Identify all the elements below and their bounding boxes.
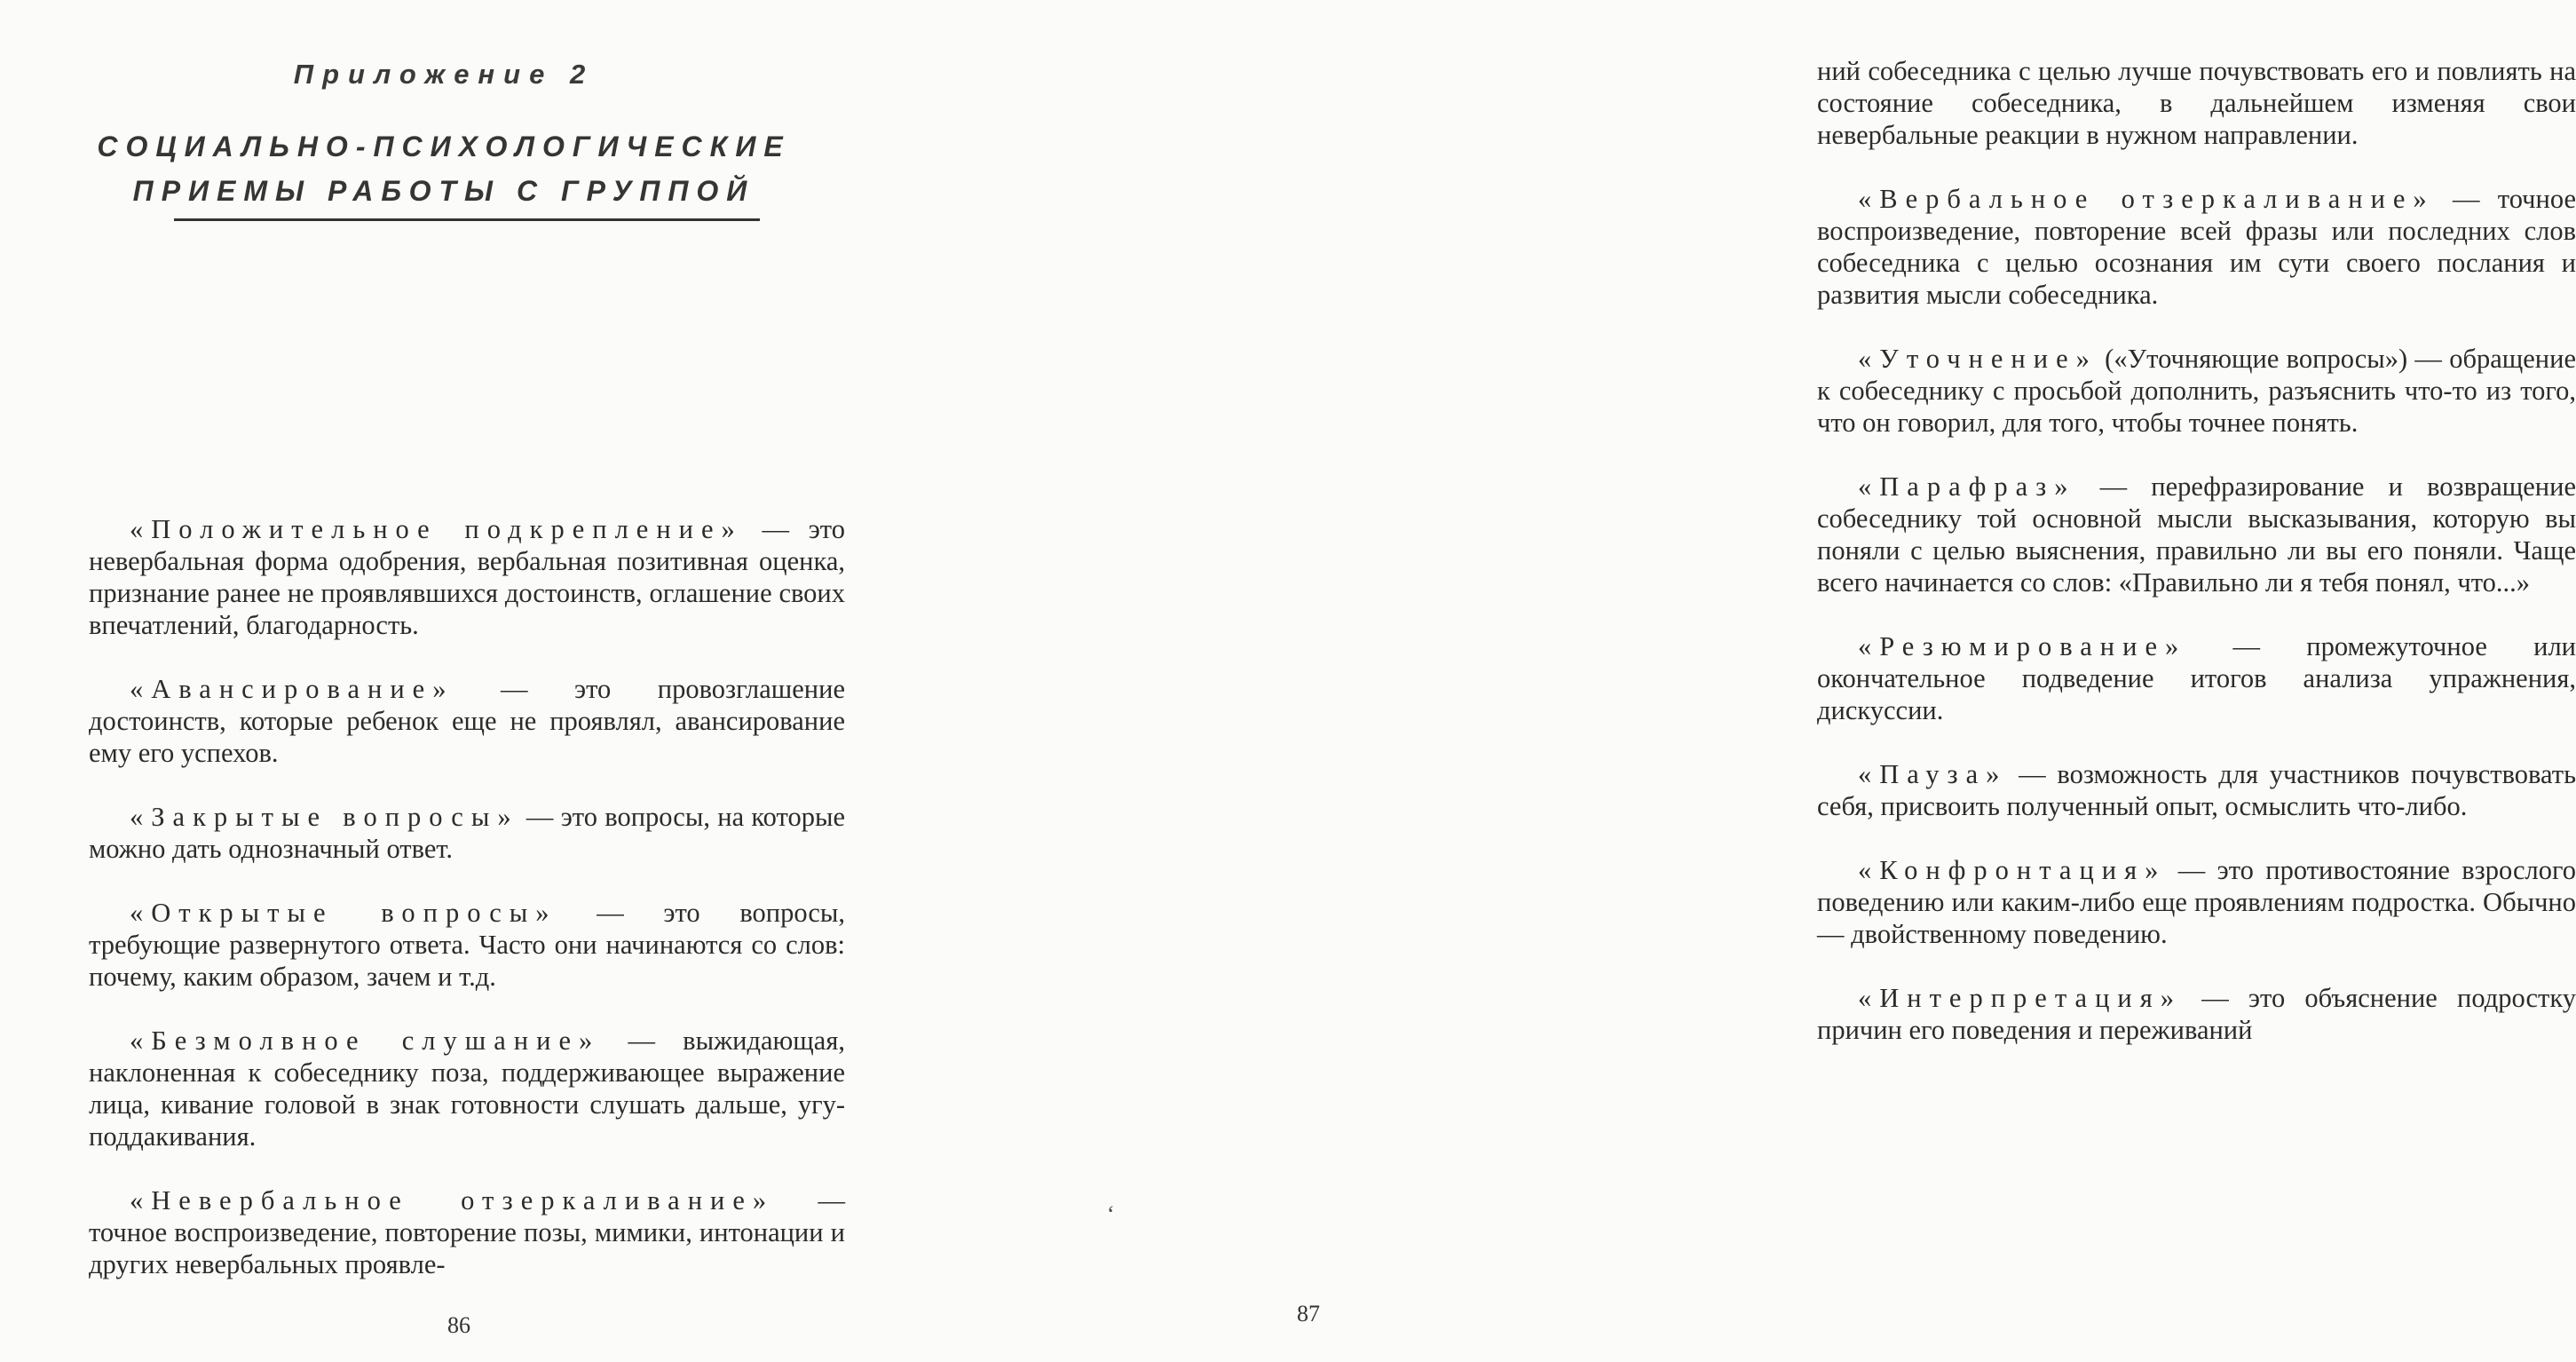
list-item — [1817, 854, 2576, 950]
right-page-text — [1817, 55, 2576, 1078]
chapter-title-line-1: СОЦИАЛЬНО-ПСИХОЛОГИЧЕСКИЕ — [97, 131, 791, 162]
list-item — [1817, 343, 2576, 439]
list-item — [89, 897, 845, 993]
list-item — [89, 673, 845, 769]
definition: — это противостояние взрослого поведению или каким-либо еще проявлениям подростка. Обычно — двойственному поведению. — [1817, 855, 2576, 949]
page-number: 86 — [447, 1312, 470, 1338]
term: «Парафраз» — [1858, 471, 2076, 502]
term: «Открытые вопросы» — [130, 898, 557, 928]
left-page — [0, 0, 888, 1362]
continuation-paragraph: ний собеседника с целью лучше почувствовать его и повлиять на состояние собеседника, в дальнейшем изменяя свои невербальные реакции в нужном направлении. — [1817, 56, 2576, 150]
definition: — возможность для участников почувствовать себя, присвоить полученный опыт, осмыслить что-либо. — [1817, 759, 2576, 821]
definition: — это вопросы, требующие развернутого ответа. Часто они начинаются со слов: почему, каким образом, зачем и т.д. — [89, 898, 846, 992]
list-item — [89, 1025, 845, 1152]
term: «Закрытые вопросы» — [130, 802, 519, 832]
definition: — точное воспроизведение, повторение позы, мимики, интонации и других невербальных проявле- — [89, 1185, 845, 1279]
term: «Резюмирование» — [1858, 631, 2187, 661]
title-underline — [174, 218, 760, 221]
term: «Уточнение» — [1858, 344, 2098, 374]
term: «Конфронтация» — [1858, 855, 2167, 885]
chapter-title — [0, 124, 888, 213]
definition: — промежуточное или окончательное подведение итогов анализа упражнения, дискуссии. — [1817, 631, 2576, 725]
term: «Пауза» — [1858, 759, 2008, 789]
right-page — [888, 0, 2576, 1362]
list-item — [89, 1184, 845, 1280]
list-item — [1817, 183, 2576, 311]
definition: — перефразирование и возвращение собеседнику той основной мысли высказывания, которую вы поняли с целью выяснения, правильно ли вы его поняли. Чаще всего начинается со слов: «Правильно ли я тебя понял, что...» — [1817, 471, 2576, 598]
term: «Положительное подкрепление» — [130, 514, 743, 544]
term: «Безмолвное слушание» — [130, 1025, 601, 1056]
term: «Интерпретация» — [1858, 983, 2182, 1013]
term: «Невербальное отзеркаливание» — [130, 1185, 775, 1216]
list-item — [89, 801, 845, 865]
list-item — [1817, 758, 2576, 822]
list-item — [89, 513, 845, 641]
print-mark: ‘ — [1107, 1201, 1115, 1227]
definition: — это невербальная форма одобрения, вербальная позитивная оценка, признание ранее не проявлявшихся достоинств, оглашение своих впечатлений, благодарность. — [89, 514, 845, 640]
term: «Авансирование» — [130, 674, 454, 704]
page-number: 87 — [1297, 1301, 1320, 1326]
definition: — выжидающая, наклоненная к собеседнику поза, поддерживающее выражение лица, кивание головой в знак готовности слушать дальше, угу-поддакивания. — [89, 1025, 845, 1152]
appendix-label: Приложение 2 — [293, 59, 595, 90]
definition: — это объяснение подростку причин его поведения и переживаний — [1817, 983, 2576, 1045]
term: «Вербальное отзеркаливание» — [1858, 184, 2435, 214]
definition: — это вопросы, на которые можно дать однозначный ответ. — [89, 802, 845, 864]
definition: («Уточняющие вопросы») — обращение к собеседнику с просьбой дополнить, разъяснить что-то из того, что он говорил, для того, чтобы точнее понять. — [1817, 344, 2576, 438]
chapter-title-line-2: ПРИЕМЫ РАБОТЫ С ГРУППОЙ — [132, 175, 755, 207]
list-item — [1817, 471, 2576, 598]
definition: — точное воспроизведение, повторение всей фразы или последних слов собеседника с целью осознания им сути своего послания и развития мысли собеседника. — [1817, 184, 2576, 310]
definition: — это провозглашение достоинств, которые ребенок еще не проявлял, авансирование ему его успехов. — [89, 674, 845, 768]
list-item — [1817, 630, 2576, 726]
left-page-text — [89, 513, 845, 1312]
list-item — [1817, 982, 2576, 1046]
